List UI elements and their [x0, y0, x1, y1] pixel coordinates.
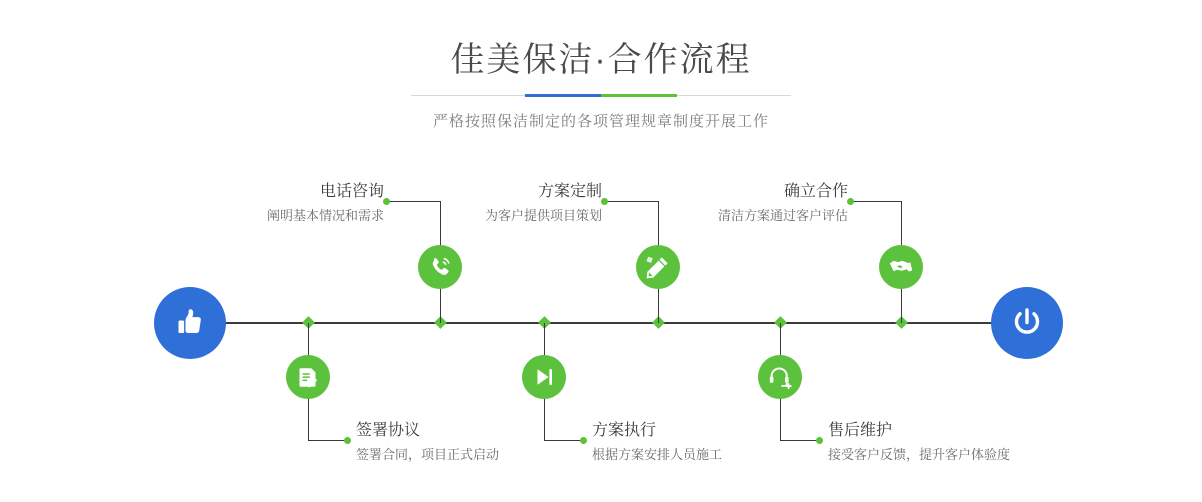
step-icon-6 — [758, 355, 802, 399]
pen-ruler-icon — [645, 254, 671, 280]
step-icon-4 — [522, 355, 566, 399]
play-skip-icon — [532, 365, 556, 389]
leader-step-6 — [780, 440, 820, 441]
page-header — [0, 0, 1202, 131]
handshake-icon — [888, 254, 914, 280]
step-desc-5: 清洁方案通过客户评估 — [717, 208, 848, 223]
step-title-2: 签署协议 — [356, 422, 421, 439]
step-icon-5 — [879, 245, 923, 289]
step-icon-3 — [636, 245, 680, 289]
timeline-end-badge — [991, 287, 1063, 359]
step-title-6: 售后维护 — [828, 422, 893, 439]
leader-dot-step-4 — [580, 437, 587, 444]
step-desc-4: 根据方案安排人员施工 — [592, 447, 723, 462]
timeline — [0, 160, 1202, 502]
leader-dot-step-5 — [847, 198, 854, 205]
leader-dot-step-6 — [816, 437, 823, 444]
step-desc-3: 为客户提供项目策划 — [484, 208, 602, 223]
divider-accent-blue — [525, 94, 601, 97]
leader-dot-step-1 — [383, 198, 390, 205]
leader-step-2 — [308, 440, 348, 441]
leader-step-5 — [850, 201, 902, 202]
timeline-start-badge — [154, 287, 226, 359]
divider-accent-green — [601, 94, 677, 97]
thumbs-up-icon — [172, 305, 208, 341]
step-label-1 — [236, 182, 384, 226]
step-icon-1 — [418, 245, 462, 289]
step-title-3: 方案定制 — [537, 183, 602, 200]
step-label-5 — [700, 182, 848, 226]
step-title-4: 方案执行 — [592, 422, 657, 439]
step-label-3 — [452, 182, 602, 226]
leader-step-1 — [386, 201, 441, 202]
leader-dot-step-3 — [601, 198, 608, 205]
power-icon — [1008, 304, 1046, 342]
headset-add-icon — [767, 364, 793, 390]
leader-step-3 — [604, 201, 659, 202]
phone-ring-icon — [427, 254, 453, 280]
leader-step-4 — [544, 440, 584, 441]
document-edit-icon — [296, 365, 320, 389]
step-desc-6: 接受客户反馈，提升客户体验度 — [828, 447, 1011, 462]
step-label-4 — [592, 421, 812, 465]
page-subtitle: 严格按照保洁制定的各项管理规章制度开展工作 — [432, 113, 769, 130]
title-divider — [411, 94, 791, 97]
step-title-5: 确立合作 — [783, 183, 848, 200]
step-label-6 — [828, 421, 1078, 465]
step-label-2 — [356, 421, 576, 465]
step-desc-2: 签署合同，项目正式启动 — [356, 447, 500, 462]
step-title-1: 电话咨询 — [319, 183, 384, 200]
step-desc-1: 阐明基本情况和需求 — [266, 208, 384, 223]
leader-dot-step-2 — [344, 437, 351, 444]
step-icon-2 — [286, 355, 330, 399]
page-title: 佳美保洁·合作流程 — [450, 41, 752, 79]
